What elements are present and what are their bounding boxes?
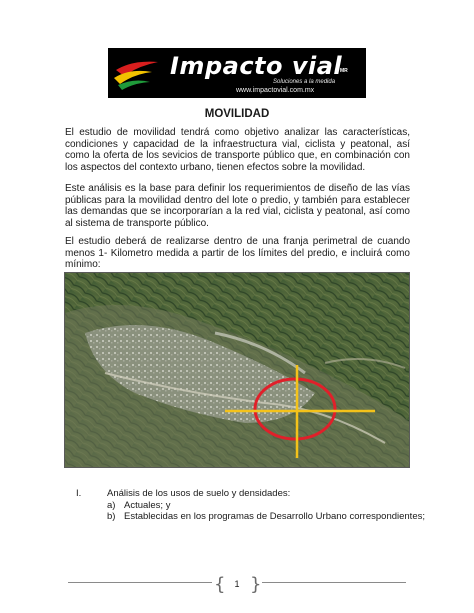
list-text: Establecidas en los programas de Desarrollo Urbano correspondientes;: [124, 511, 425, 522]
list-item: [64, 488, 424, 500]
document-title: MOVILIDAD: [204, 108, 270, 120]
list-item: [64, 500, 424, 512]
logo-swoosh-icon: [112, 54, 164, 92]
brand-logo: [108, 48, 366, 98]
requirements-list: [64, 488, 424, 523]
list-marker: b): [107, 511, 116, 522]
paragraph-3: El estudio deberá de realizarse dentro de una franja perimetral de cuando menos 1- Kilometro medida a partir de los límites del predio, e incluirá como mínimo:: [65, 236, 410, 271]
brand-url: www.impactovial.com.mx: [236, 87, 315, 94]
paragraph-2: Este análisis es la base para definir los requerimientos de diseño de las vías públicas para la movilidad dentro del lote o predio, y también para establecer las demandas que se incorporarían a la red vial, ciclista y peatonal, así como al sistema de transporte público.: [65, 183, 410, 229]
list-marker: I.: [76, 488, 82, 499]
page-number: 1: [234, 579, 240, 589]
aerial-map-image: [64, 272, 410, 468]
list-marker: a): [107, 499, 116, 511]
list-text: Análisis de los usos de suelo y densidades:: [107, 488, 291, 499]
trademark-mark: MR: [340, 68, 348, 74]
footer-rule-left: [68, 582, 212, 583]
list-text: Actuales; y: [124, 499, 171, 511]
paragraph-1: El estudio de movilidad tendrá como objetivo analizar las características, condiciones y capacidad de la infraestructura vial, ciclista y peatonal, así como la oferta de los sevicios de transporte público que, en combinación con los aspectos del contexto urbano, tienen efectos sobre la movilidad.: [65, 127, 410, 173]
footer-bracket-right: }: [250, 574, 262, 595]
brand-tagline: Soluciones a la medida: [273, 79, 336, 85]
brand-name: Impacto vial: [170, 52, 343, 80]
aerial-map-icon: [65, 273, 410, 468]
footer-bracket-left: {: [214, 574, 226, 595]
list-item: [64, 511, 424, 523]
footer-rule-right: [262, 582, 406, 583]
